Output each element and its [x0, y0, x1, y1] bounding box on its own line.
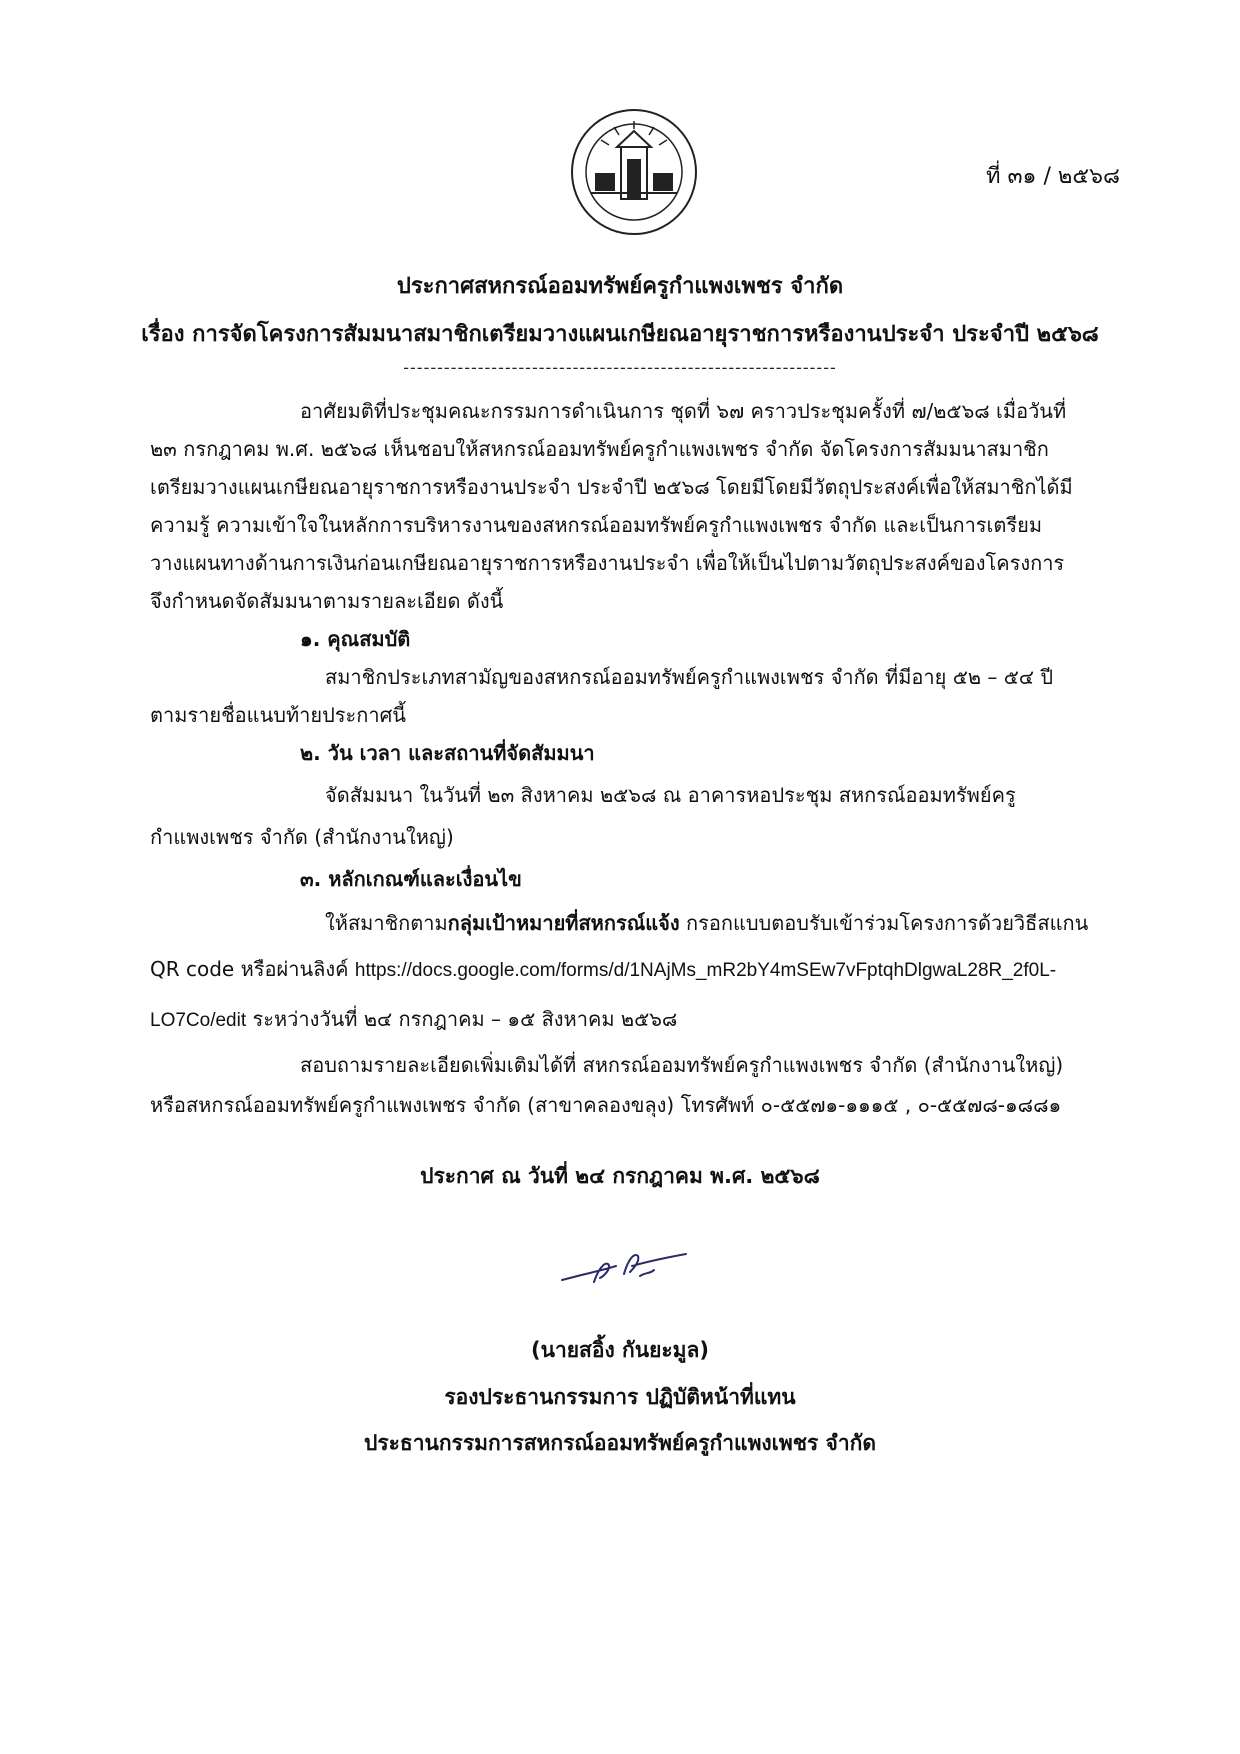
- target-group-text: กลุ่มเป้าหมายที่สหกรณ์แจ้ง: [447, 911, 680, 935]
- section-3-line-1: [325, 907, 1088, 939]
- intro-line-1: อาศัยมติที่ประชุมคณะกรรมการดำเนินการ ชุดที่ ๖๗ คราวประชุมครั้งที่ ๗/๒๕๖๘ เมื่อวันที่: [300, 399, 1067, 423]
- signatory-name: (นายสอิ้ง กันยะมูล): [530, 1338, 709, 1362]
- announcement-subject: เรื่อง การจัดโครงการสัมมนาสมาชิกเตรียมวางแผนเกษียณอายุราชการหรืองานประจำ ประจำปี ๒๕๖๘: [141, 322, 1099, 347]
- registration-period: ระหว่างวันที่ ๒๔ กรกฎาคม – ๑๕ สิงหาคม ๒๕๖๘: [246, 1007, 678, 1031]
- announcement-title: ประกาศสหกรณ์ออมทรัพย์ครูกำแพงเพชร จำกัด: [396, 274, 844, 299]
- cooperative-seal-logo: [569, 107, 699, 237]
- section-3-line-3: [150, 1003, 677, 1035]
- intro-line-5: วางแผนทางด้านการเงินก่อนเกษียณอายุราชการหรืองานประจำ เพื่อให้เป็นไปตามวัตถุประสงค์ของโครงการ: [150, 551, 1065, 575]
- intro-line-4: ความรู้ ความเข้าใจในหลักการบริหารงานของสหกรณ์ออมทรัพย์ครูกำแพงเพชร จำกัด และเป็นการเตรียม: [150, 513, 1043, 537]
- intro-line-6: จึงกำหนดจัดสัมมนาตามรายละเอียด ดังนี้: [150, 589, 504, 613]
- section-2-line-1: จัดสัมมนา ในวันที่ ๒๓ สิงหาคม ๒๕๖๘ ณ อาคารหอประชุม สหกรณ์ออมทรัพย์ครู: [325, 783, 1016, 807]
- form-link[interactable]: https://docs.google.com/forms/d/1NAjMs_mR2bY4mSEw7vFptqhDlgwaL28R_2f0L-: [354, 960, 1057, 981]
- section-3-heading: ๓. หลักเกณฑ์และเงื่อนไข: [300, 867, 522, 891]
- qr-code-text: QR code หรือผ่านลิงค์: [150, 957, 355, 981]
- section-2-heading: ๒. วัน เวลา และสถานที่จัดสัมมนา: [300, 741, 595, 765]
- contact-line-2: หรือสหกรณ์ออมทรัพย์ครูกำแพงเพชร จำกัด (สาขาคลองขลุง) โทรศัพท์ ๐-๕๕๗๑-๑๑๑๕ , ๐-๕๕๗๘-๑๘๘๑: [150, 1093, 1062, 1117]
- contact-line-1: สอบถามรายละเอียดเพิ่มเติมได้ที่ สหกรณ์ออมทรัพย์ครูกำแพงเพชร จำกัด (สำนักงานใหญ่): [300, 1053, 1064, 1077]
- section-1-line-2: ตามรายชื่อแนบท้ายประกาศนี้: [150, 703, 406, 727]
- document-number: ที่ ๓๑ / ๒๕๖๘: [986, 164, 1120, 189]
- section-1-heading: ๑. คุณสมบัติ: [300, 627, 411, 651]
- section-1-line-1: สมาชิกประเภทสามัญของสหกรณ์ออมทรัพย์ครูกำแพงเพชร จำกัด ที่มีอายุ ๕๒ – ๕๔ ปี: [325, 665, 1054, 689]
- intro-line-2: ๒๓ กรกฎาคม พ.ศ. ๒๕๖๘ เห็นชอบให้สหกรณ์ออมทรัพย์ครูกำแพงเพชร จำกัด จัดโครงการสัมมนาสมาชิก: [150, 437, 1049, 461]
- section-3-suffix: กรอกแบบตอบรับเข้าร่วมโครงการด้วยวิธีสแกน: [679, 911, 1089, 935]
- signatory-position-1: รองประธานกรรมการ ปฏิบัติหน้าที่แทน: [444, 1385, 796, 1409]
- form-link-continued[interactable]: LO7Co/edit: [150, 1010, 247, 1031]
- section-3-prefix: ให้สมาชิกตาม: [325, 911, 448, 935]
- section-3-line-2: [150, 953, 1056, 985]
- signatory-position-2: ประธานกรรมการสหกรณ์ออมทรัพย์ครูกำแพงเพชร จำกัด: [363, 1431, 876, 1455]
- title-divider: ----------------------------------------------------------------: [403, 358, 837, 377]
- intro-line-3: เตรียมวางแผนเกษียณอายุราชการหรืองานประจำ ประจำปี ๒๕๖๘ โดยมีโดยมีวัตถุประสงค์เพื่อให้สมาชิกได้มี: [150, 475, 1073, 499]
- signature-image: [554, 1230, 694, 1300]
- announcement-date: ประกาศ ณ วันที่ ๒๔ กรกฎาคม พ.ศ. ๒๕๖๘: [420, 1164, 820, 1188]
- section-2-line-2: กำแพงเพชร จำกัด (สำนักงานใหญ่): [150, 825, 454, 849]
